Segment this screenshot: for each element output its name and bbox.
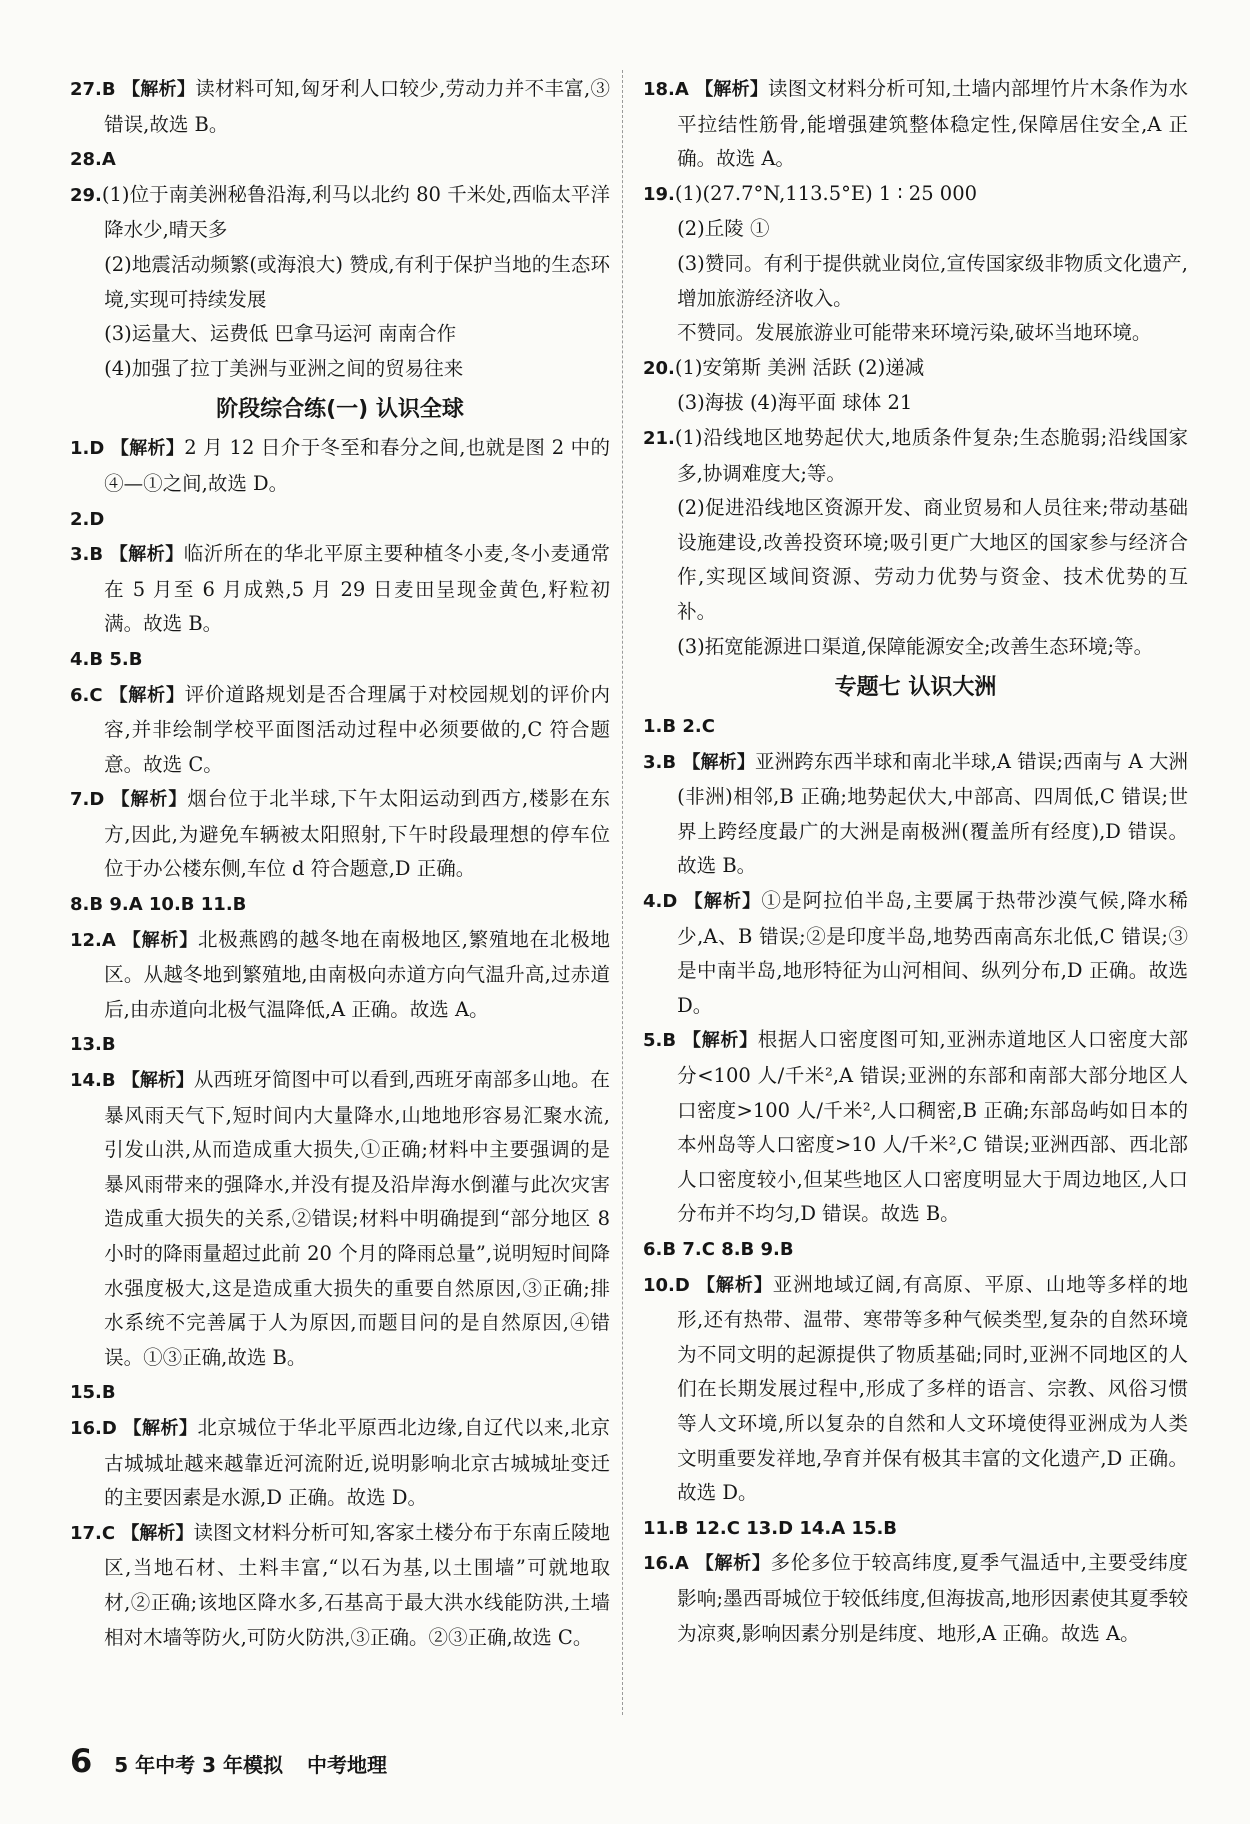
answer-5: 5.B 【解析】根据人口密度图可知,亚洲赤道地区人口密度大部分<100 人/千米²,A 错误;亚洲的东部和南部大部分地区人口密度>100 人/千米²,人口稠密,B 正确;东部岛屿如日本的本州岛等人口密度>10 人/千米²,C 错误;亚洲西部、西北部人口密度较小,但某些地区人口密度明显大于周边地区,人口分布并不均匀,D 错误。故选 B。 — [643, 1028, 1189, 1226]
answer-1: 1.D 【解析】2 月 12 日介于冬至和春分之间,也就是图 2 中的④—①之间,故选 D。 — [70, 436, 610, 495]
answer-3: 3.B 【解析】亚洲跨东西半球和南北半球,A 错误;西南与 A 大洲(非洲)相邻,B 正确;地势起伏大,中部高、四周低,C 错误;世界上跨经度最广的大洲是南极洲(覆盖所有经度),D 错误。故选 B。 — [643, 749, 1189, 878]
right-column — [643, 72, 1188, 1651]
answer-4: 4.D 【解析】①是阿拉伯半岛,主要属于热带沙漠气候,降水稀少,A、B 错误;②是印度半岛,地势西南高东北低,C 错误;③是中南半岛,地形特征为山河相间、纵列分布,D 正确。故选 D。 — [643, 889, 1189, 1017]
column-divider — [622, 70, 623, 1715]
answer-14: 14.B 【解析】从西班牙简图中可以看到,西班牙南部多山地。在暴风雨天气下,短时间内大量降水,山地地形容易汇聚水流,引发山洪,从而造成重大损失,①正确;材料中主要强调的是暴风雨带来的强降水,并没有提及沿岸海水倒灌与此次灾害造成重大损失的关系,②错误;材料中明确提到“部分地区 8 小时的降雨量超过此前 20 个月的降雨总量”,说明短时间降水强度极大,这是造成重大损失的重要自然原因,③正确;排水系统不完善属于人为原因,而题目问的是自然原因,④错误。①③正确,故选 B。 — [70, 1068, 610, 1369]
answer-21-part1: 21.(1)沿线地区地势起伏大,地质条件复杂;生态脆弱;沿线国家多,协调难度大;等。 — [643, 425, 1188, 485]
page-number: 6 — [70, 1742, 93, 1780]
answer-21-part3: (3)拓宽能源进口渠道,保障能源安全;改善生态环境;等。 — [677, 634, 1154, 658]
answer-8-11: 8.B 9.A 10.B 11.B — [70, 894, 247, 916]
answer-18: 18.A 【解析】读图文材料分析可知,土墙内部埋竹片木条作为水平拉结性筋骨,能增强建筑整体稳定性,保障居住安全,A 正确。故选 A。 — [643, 77, 1188, 171]
answer-29-part4: (4)加强了拉丁美洲与亚洲之间的贸易往来 — [104, 356, 464, 380]
section-title-continents: 专题七 认识大洲 — [834, 675, 997, 701]
answer-19-part4: 不赞同。发展旅游业可能带来环境污染,破坏当地环境。 — [677, 321, 1152, 345]
answer-16: 16.A 【解析】多伦多位于较高纬度,夏季气温适中,主要受纬度影响;墨西哥城位于较低纬度,但海拔高,地形因素使其夏季较为凉爽,影响因素分别是纬度、地形,A 正确。故选 A。 — [643, 1551, 1188, 1645]
left-column — [70, 72, 610, 1655]
answer-2: 2.D — [70, 508, 105, 530]
answer-11-15: 11.B 12.C 13.D 14.A 15.B — [643, 1517, 898, 1539]
answer-6: 6.C 【解析】评价道路规划是否合理属于对校园规划的评价内容,并非绘制学校平面图活动过程中必须要做的,C 符合题意。故选 C。 — [70, 682, 610, 776]
answer-10: 10.D 【解析】亚洲地域辽阔,有高原、平原、山地等多样的地形,还有热带、温带、寒带等多种气候类型,复杂的自然环境为不同文明的起源提供了物质基础;同时,亚洲不同地区的人们在长期发展过程中,形成了多样的语言、宗教、风俗习惯等人文环境,所以复杂的自然和人文环境使得亚洲成为人类文明重要发祥地,孕育并保有极其丰富的文化遗产,D 正确。故选 D。 — [643, 1272, 1189, 1505]
answer-6-9: 6.B 7.C 8.B 9.B — [643, 1239, 794, 1260]
answer-3: 3.B 【解析】临沂所在的华北平原主要种植冬小麦,冬小麦通常在 5 月至 6 月成熟,5 月 29 日麦田呈现金黄色,籽粒初满。故选 B。 — [70, 542, 610, 636]
answer-19-part1: 19.(1)(27.7°N,113.5°E) 1 ∶ 25 000 — [643, 181, 978, 205]
answer-15: 15.B — [70, 1382, 116, 1404]
answer-4-5: 4.B 5.B — [70, 648, 143, 670]
answer-1-2: 1.B 2.C — [643, 716, 715, 738]
answer-28: 28.A — [70, 149, 116, 171]
answer-29-part1: 29.(1)位于南美洲秘鲁沿海,利马以北约 80 千米处,西临太平洋 降水少,晴天多 — [70, 182, 610, 242]
answer-16: 16.D 【解析】北京城位于华北平原西北边缘,自辽代以来,北京古城城址越来越靠近河流附近,说明影响北京古城城址变迁的主要因素是水源,D 正确。故选 D。 — [70, 1415, 610, 1510]
book-brand: 5 年中考 3 年模拟 — [114, 1753, 283, 1777]
answer-29-part2: (2)地震活动频繁(或海浪大) 赞成,有利于保护当地的生态环境,实现可持续发展 — [104, 252, 610, 311]
answer-20-part2: (3)海拔 (4)海平面 球体 21 — [677, 391, 913, 415]
answer-19-part2: (2)丘陵 ① — [677, 217, 770, 241]
answer-20-part1: 20.(1)安第斯 美洲 活跃 (2)递减 — [643, 355, 925, 379]
book-subject: 中考地理 — [307, 1753, 387, 1777]
section-title-stage-review: 阶段综合练(一) 认识全球 — [216, 397, 464, 423]
answer-7: 7.D 【解析】烟台位于北半球,下午太阳运动到西方,楼影在东方,因此,为避免车辆被太阳照射,下午时段最理想的停车位位于办公楼东侧,车位 d 符合题意,D 正确。 — [70, 787, 610, 881]
answer-27: 27.B 【解析】读材料可知,匈牙利人口较少,劳动力并不丰富,③错误,故选 B。 — [70, 77, 610, 136]
answer-29-part3: (3)运量大、运费低 巴拿马运河 南南合作 — [104, 322, 457, 346]
answer-19-part3: (3)赞同。有利于提供就业岗位,宣传国家级非物质文化遗产,增加旅游经济收入。 — [677, 251, 1188, 310]
answer-21-part2: (2)促进沿线地区资源开发、商业贸易和人员往来;带动基础设施建设,改善投资环境;吸引更广大地区的国家参与经济合作,实现区域间资源、劳动力优势与资金、技术优势的互补。 — [677, 496, 1188, 623]
answer-17: 17.C 【解析】读图文材料分析可知,客家土楼分布于东南丘陵地区,当地石材、土料丰富,“以石为基,以土围墙”可就地取材,②正确;该地区降水多,石基高于最大洪水线能防洪,土墙相对木墙等防火,可防火防洪,③正确。②③正确,故选 C。 — [70, 1520, 611, 1649]
answer-12: 12.A 【解析】北极燕鸥的越冬地在南极地区,繁殖地在北极地区。从越冬地到繁殖地,由南极向赤道方向气温升高,过赤道后,由赤道向北极气温降低,A 正确。故选 A。 — [70, 927, 611, 1021]
answer-13: 13.B — [70, 1034, 116, 1056]
page-footer — [70, 1742, 387, 1780]
